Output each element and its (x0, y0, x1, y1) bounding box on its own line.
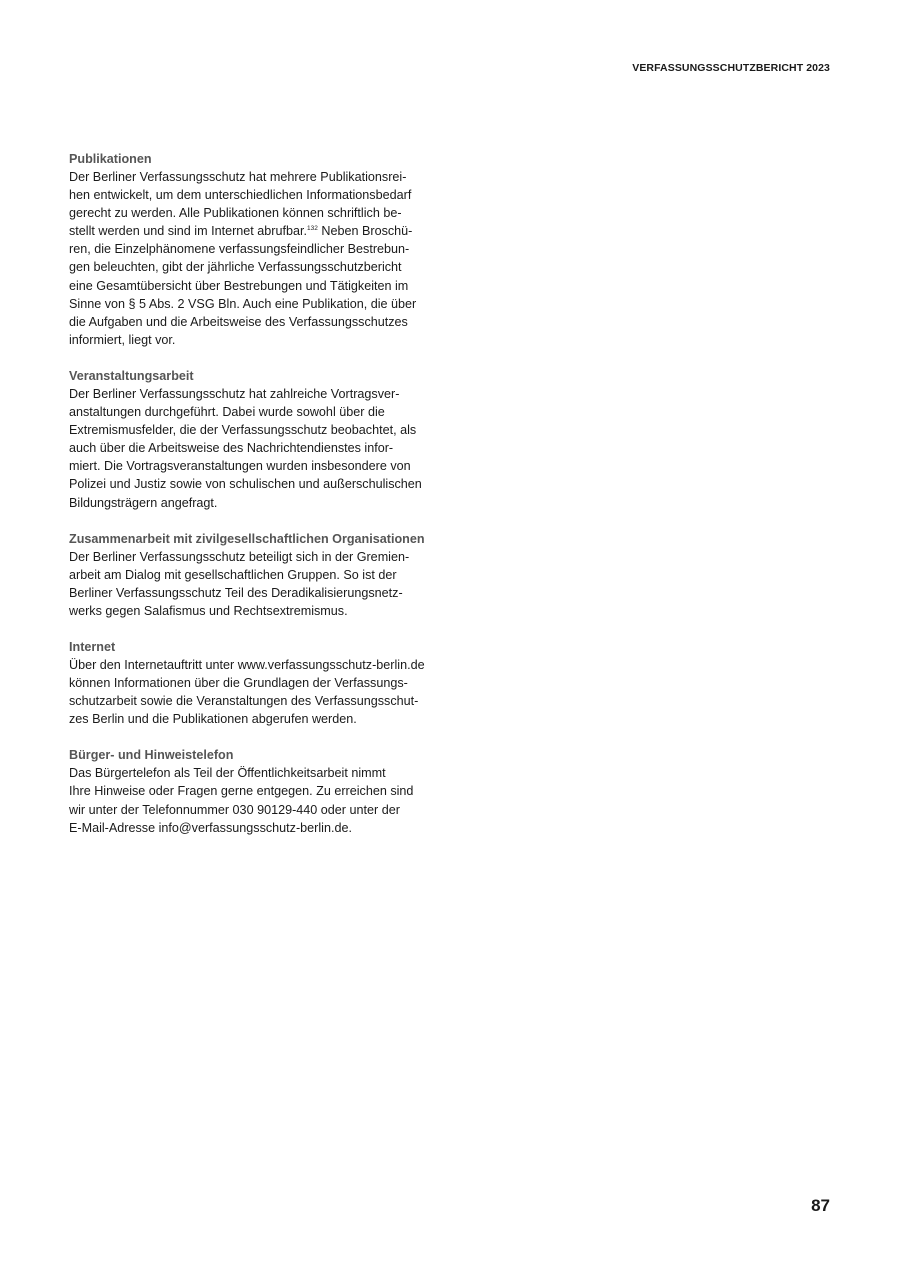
section-buergertelefon (69, 746, 449, 836)
text-line: die Aufgaben und die Arbeitsweise des Verfassungsschutzes (69, 314, 408, 329)
running-header: VERFASSUNGSSCHUTZBERICHT 2023 (632, 62, 830, 74)
text-line: Bildungsträgern angefragt. (69, 495, 218, 510)
text-line: Ihre Hinweise oder Fragen gerne entgegen. Zu erreichen sind (69, 784, 414, 799)
section-zusammenarbeit (69, 530, 449, 620)
section-heading: Veranstaltungsarbeit (69, 368, 194, 383)
section-heading: Zusammenarbeit mit zivilgesellschaftlichen Organisationen (69, 531, 425, 546)
text-line: Berliner Verfassungsschutz Teil des Deradikalisierungsnetz- (69, 585, 403, 600)
text-line: Sinne von § 5 Abs. 2 VSG Bln. Auch eine Publikation, die über (69, 296, 417, 311)
text-line: Polizei und Justiz sowie von schulischen und außerschulischen (69, 477, 422, 492)
text-line: Das Bürgertelefon als Teil der Öffentlichkeitsarbeit nimmt (69, 766, 386, 781)
section-heading: Publikationen (69, 152, 152, 166)
text-line: schutzarbeit sowie die Veranstaltungen des Verfassungsschut- (69, 694, 419, 709)
section-internet (69, 638, 449, 728)
text-line: wir unter der Telefonnummer 030 90129-440 oder unter der (69, 802, 400, 817)
text-line-with-footnote (69, 222, 449, 240)
section-veranstaltungsarbeit (69, 367, 449, 512)
text-line: eine Gesamtübersicht über Bestrebungen und Tätigkeiten im (69, 278, 409, 293)
text-line: gen beleuchten, gibt der jährliche Verfassungsschutzbericht (69, 260, 402, 275)
text-line: Der Berliner Verfassungsschutz hat mehrere Publikationsrei- (69, 170, 407, 184)
text-line: arbeit am Dialog mit gesellschaftlichen Gruppen. So ist der (69, 567, 397, 582)
text-line: informiert, liegt vor. (69, 332, 176, 347)
footnote-reference: 132 (307, 225, 318, 233)
text-line: Der Berliner Verfassungsschutz beteiligt sich in der Gremien- (69, 549, 410, 564)
text-line: anstaltungen durchgeführt. Dabei wurde sowohl über die (69, 405, 385, 420)
text-line: hen entwickelt, um dem unterschiedlichen Informationsbedarf (69, 188, 412, 203)
text-line: werks gegen Salafismus und Rechtsextremismus. (69, 603, 348, 618)
section-heading: Internet (69, 639, 116, 654)
text-line: Der Berliner Verfassungsschutz hat zahlreiche Vortragsver- (69, 386, 400, 401)
text-line: E-Mail-Adresse info@verfassungsschutz-berlin.de. (69, 820, 352, 835)
text-line: Extremismusfelder, die der Verfassungsschutz beobachtet, als (69, 423, 417, 438)
section-publikationen (69, 150, 449, 349)
text-line: ren, die Einzelphänomene verfassungsfeindlicher Bestrebun- (69, 242, 410, 257)
page-number: 87 (811, 1196, 830, 1215)
document-body (69, 150, 449, 855)
text-line: zes Berlin und die Publikationen abgerufen werden. (69, 712, 357, 727)
text-line: gerecht zu werden. Alle Publikationen können schriftlich be- (69, 206, 402, 221)
text-line: können Informationen über die Grundlagen der Verfassungs- (69, 676, 408, 691)
text-line: auch über die Arbeitsweise des Nachrichtendienstes infor- (69, 441, 394, 456)
text-line: Über den Internetauftritt unter www.verfassungsschutz-berlin.de (69, 657, 425, 672)
text-segment: Neben Broschü- (317, 224, 413, 239)
section-heading: Bürger- und Hinweistelefon (69, 748, 234, 763)
text-line: miert. Die Vortragsveranstaltungen wurden insbesondere von (69, 459, 411, 474)
text-segment: stellt werden und sind im Internet abrufbar. (69, 224, 308, 239)
